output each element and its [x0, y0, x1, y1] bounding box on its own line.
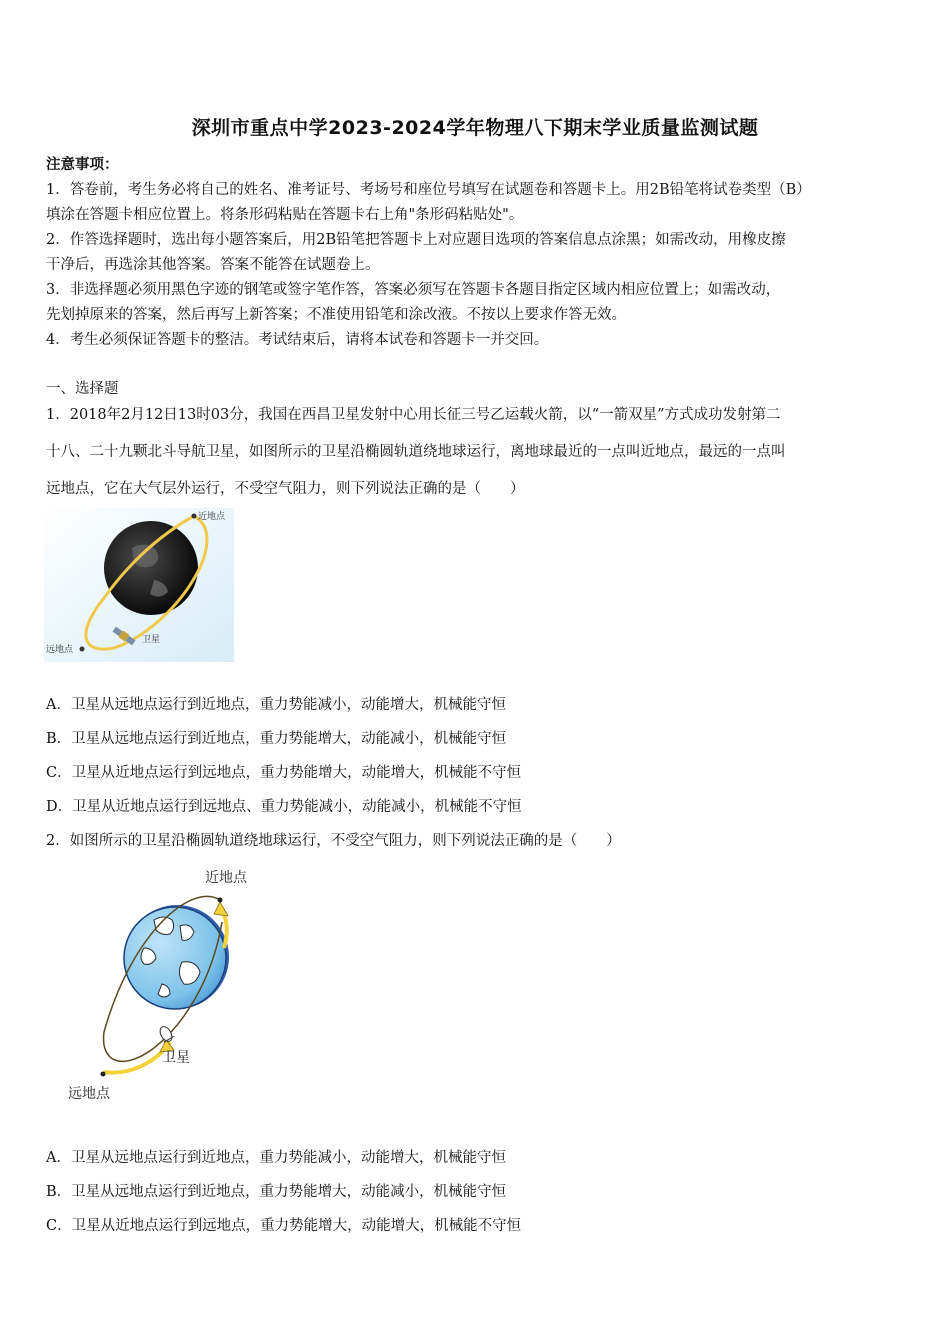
near-point-dot [218, 898, 223, 903]
option-a: A．卫星从远地点运行到近地点，重力势能减小，动能增大，机械能守恒 [46, 1150, 506, 1166]
orbit-figure-1 [44, 508, 234, 662]
earth-icon [124, 907, 226, 1009]
earth-icon [104, 521, 198, 615]
orbit-figure-2 [62, 862, 262, 1106]
page-title: 深圳市重点中学2023-2024学年物理八下期末学业质量监测试题 [191, 117, 759, 139]
satellite-label: 卫星 [162, 1050, 190, 1066]
notice-line: 填涂在答题卡相应位置上。将条形码粘贴在答题卡右上角"条形码粘贴处"。 [46, 207, 524, 223]
question-1-text: 十八、二十九颗北斗导航卫星，如图所示的卫星沿椭圆轨道绕地球运行，离地球最近的一点叫近地点，最远的一点叫 [46, 444, 786, 460]
question-1-text: 远地点，它在大气层外运行，不受空气阻力，则下列说法正确的是（ ） [46, 481, 525, 497]
near-point-dot [192, 514, 197, 519]
notice-line: 3．非选择题必须用黑色字迹的钢笔或签字笔作答，答案必须写在答题卡各题目指定区域内相应位置上；如需改动， [46, 282, 781, 298]
option-a: A．卫星从远地点运行到近地点，重力势能减小，动能增大，机械能守恒 [46, 697, 506, 713]
option-b: B．卫星从远地点运行到近地点，重力势能增大，动能减小，机械能守恒 [46, 1184, 507, 1200]
notice-heading: 注意事项： [46, 156, 119, 173]
satellite-label: 卫星 [142, 635, 161, 645]
option-b: B．卫星从远地点运行到近地点，重力势能增大，动能减小，机械能守恒 [46, 731, 507, 747]
far-point-dot [101, 1072, 106, 1077]
satellite-icon [157, 1024, 175, 1044]
far-point-dot [80, 647, 85, 652]
arrow-icon [214, 902, 228, 916]
notice-line: 先划掉原来的答案，然后再写上新答案；不准使用铅笔和涂改液。不按以上要求作答无效。 [46, 307, 626, 323]
near-point-label: 近地点 [205, 870, 247, 886]
notice-line: 1．答卷前，考生务必将自己的姓名、准考证号、考场号和座位号填写在试题卷和答题卡上。用2B铅笔将试卷类型（B） [46, 182, 811, 198]
option-c: C．卫星从近地点运行到远地点，重力势能增大，动能增大，机械能不守恒 [46, 1218, 522, 1234]
near-point-label: 近地点 [198, 512, 226, 522]
question-1-text: 1．2018年2月12日13时03分，我国在西昌卫星发射中心用长征三号乙运载火箭，以“一箭双星”方式成功发射第二 [46, 407, 781, 423]
notice-line: 2．作答选择题时，选出每小题答案后，用2B铅笔把答题卡上对应题目选项的答案信息点涂黑；如需改动，用橡皮擦 [46, 232, 786, 248]
far-point-label: 远地点 [46, 645, 74, 655]
question-2-text: 2．如图所示的卫星沿椭圆轨道绕地球运行，不受空气阻力，则下列说法正确的是（ ） [46, 833, 621, 849]
section-heading: 一、选择题 [46, 381, 119, 397]
notice-line: 干净后，再选涂其他答案。答案不能答在试题卷上。 [46, 257, 380, 273]
notice-line: 4．考生必须保证答题卡的整洁。考试结束后，请将本试卷和答题卡一并交回。 [46, 332, 549, 348]
option-c: C．卫星从近地点运行到远地点，重力势能增大，动能增大，机械能不守恒 [46, 765, 522, 781]
far-point-label: 远地点 [68, 1086, 110, 1102]
option-d: D．卫星从近地点运行到远地点、重力势能减小，动能减小，机械能不守恒 [46, 799, 522, 815]
